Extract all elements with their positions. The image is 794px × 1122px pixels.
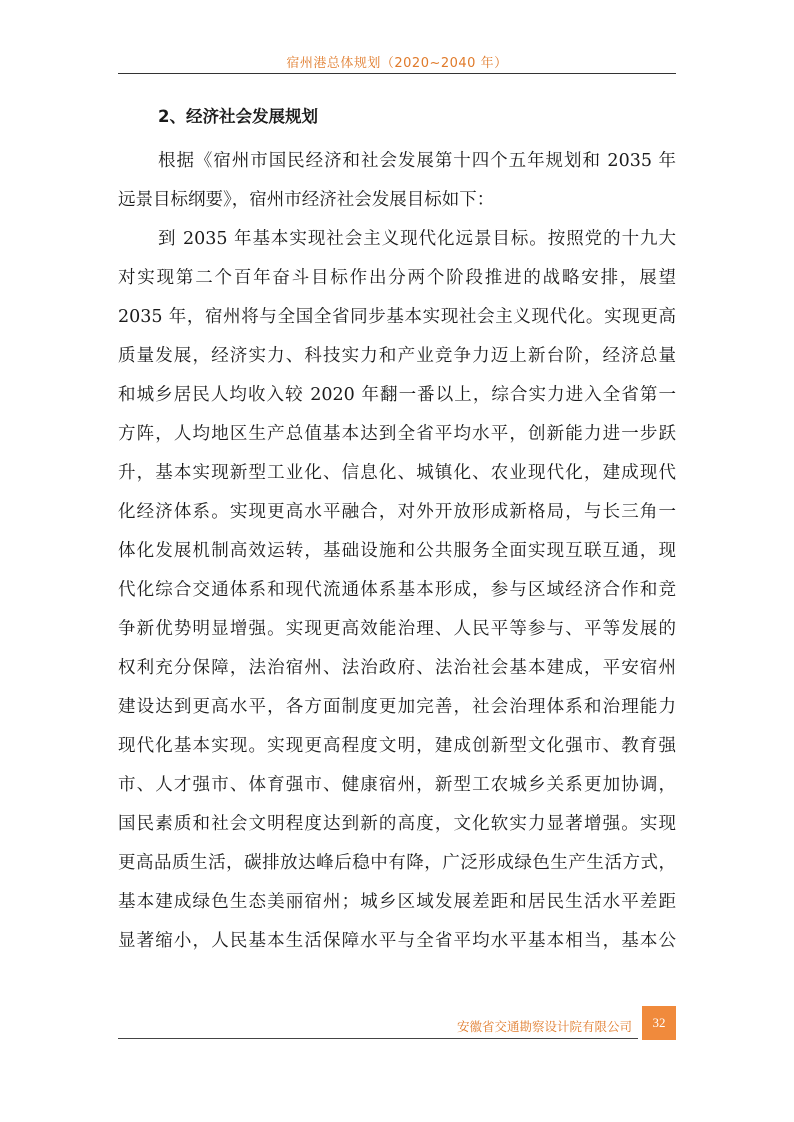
paragraph-line: 国民素质和社会文明程度达到新的高度，文化软实力显著增强。实现 [118,814,676,834]
paragraph-line: 2035 年，宿州将与全国全省同步基本实现社会主义现代化。实现更高 [118,307,676,327]
paragraph-line: 化经济体系。实现更高水平融合，对外开放形成新格局，与长三角一 [118,502,676,522]
paragraph-line: 远景目标纲要》，宿州市经济社会发展目标如下： [118,190,495,210]
paragraph-line: 权利充分保障，法治宿州、法治政府、法治社会基本建成，平安宿州 [118,658,676,678]
paragraph-line: 更高品质生活，碳排放达峰后稳中有降，广泛形成绿色生产生活方式， [118,853,676,873]
paragraph-line: 基本建成绿色生态美丽宿州；城乡区域发展差距和居民生活水平差距 [118,892,676,912]
paragraph-line: 对实现第二个百年奋斗目标作出分两个阶段推进的战略安排，展望 [118,268,676,288]
paragraph-line: 建设达到更高水平，各方面制度更加完善，社会治理体系和治理能力 [118,697,676,717]
paragraph-line: 代化综合交通体系和现代流通体系基本形成，参与区域经济合作和竞 [118,580,676,600]
paragraph-line: 体化发展机制高效运转，基础设施和公共服务全面实现互联互通，现 [118,541,676,561]
paragraph-line: 争新优势明显增强。实现更高效能治理、人民平等参与、平等发展的 [118,619,676,639]
paragraph-line: 和城乡居民人均收入较 2020 年翻一番以上，综合实力进入全省第一 [118,385,676,405]
paragraph-line: 方阵，人均地区生产总值基本达到全省平均水平，创新能力进一步跃 [118,424,676,444]
footer-company-name: 安徽省交通勘察设计院有限公司 [456,1019,632,1034]
paragraph-line: 显著缩小，人民基本生活保障水平与全省平均水平基本相当，基本公 [118,931,676,951]
section-heading: 2、经济社会发展规划 [158,107,318,126]
paragraph-line: 根据《宿州市国民经济和社会发展第十四个五年规划和 2035 年 [158,151,676,171]
footer-divider [118,1038,638,1039]
paragraph-line: 现代化基本实现。实现更高程度文明，建成创新型文化强市、教育强 [118,736,676,756]
paragraph-line: 到 2035 年基本实现社会主义现代化远景目标。按照党的十九大 [158,229,676,249]
page-number: 32 [652,1015,666,1030]
paragraph-line: 升，基本实现新型工业化、信息化、城镇化、农业现代化，建成现代 [118,463,676,483]
paragraph-line: 质量发展，经济实力、科技实力和产业竞争力迈上新台阶，经济总量 [118,346,676,366]
header-divider [118,73,676,74]
page-number-badge [642,1006,676,1040]
running-header-title: 宿州港总体规划（2020~2040 年） [286,56,508,71]
paragraph-line: 市、人才强市、体育强市、健康宿州，新型工农城乡关系更加协调， [118,775,676,795]
